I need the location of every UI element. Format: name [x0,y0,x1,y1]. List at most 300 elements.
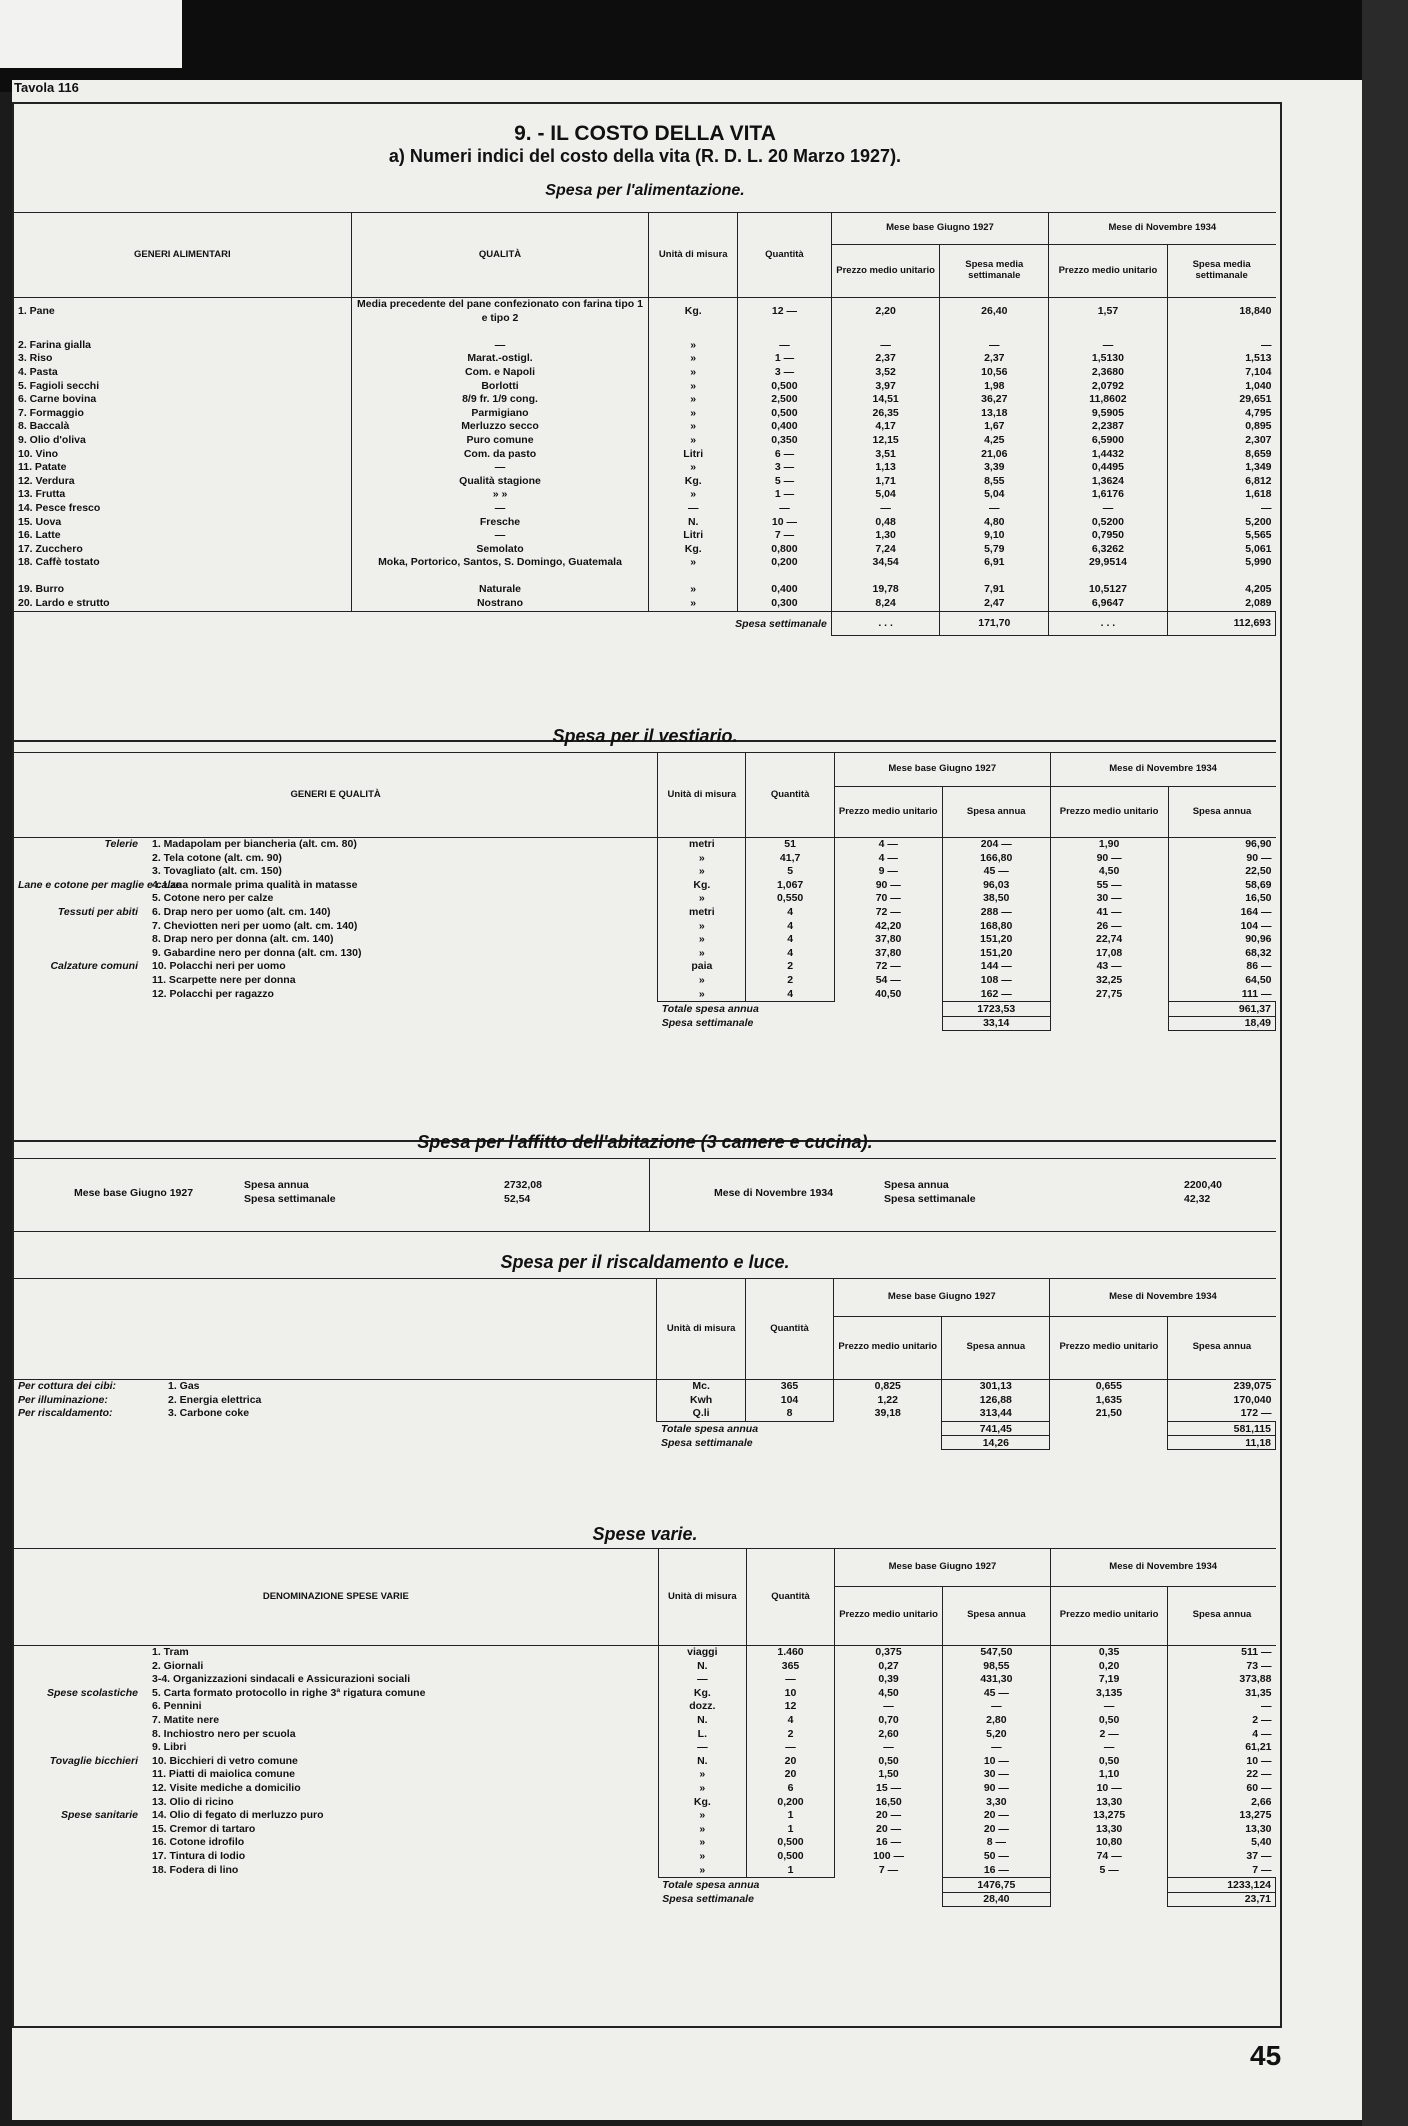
food-item-name: 15. Uova [18,515,62,528]
varie-item-price-nov: — [1050,1741,1168,1755]
heating-item-quantity: 365 [745,1380,833,1394]
top-dark-margin [0,0,1408,92]
food-item-name: 2. Farina gialla [18,338,91,351]
varie-item-price-nov: — [1050,1700,1168,1714]
food-item-quantity: 0,500 [738,380,832,394]
heating-row [14,1407,1276,1421]
food-item-quality: 8/9 fr. 1/9 cong. [351,393,649,407]
varie-item-cell [14,1728,658,1742]
clothing-item-spend-base: 162 — [942,988,1050,1002]
clothing-item-name: 12. Polacchi per ragazzo [152,987,274,1000]
food-item-spend-nov: 8,659 [1167,448,1275,462]
varie-row [14,1823,1276,1837]
varie-item-name: 13. Olio di ricino [152,1795,234,1808]
varie-item-price-base: 1,50 [835,1768,943,1782]
food-item-quantity: 1 — [738,352,832,366]
food-item-quantity: 12 — [738,298,832,326]
food-item-quantity: 0,200 [738,556,832,570]
col-quantita: Quantità [746,753,834,838]
clothing-table [14,752,1276,1031]
varie-group-label: Tovaglie bicchieri [49,1754,138,1767]
food-item-name: 7. Formaggio [18,406,84,419]
food-row [14,502,1276,516]
food-item-quantity: 6 — [738,448,832,462]
food-item-quantity: 3 — [738,366,832,380]
food-item-quality [351,325,649,339]
food-row [14,475,1276,489]
varie-item-price-nov: 13,275 [1050,1809,1168,1823]
varie-item-name: 16. Cotone idrofilo [152,1836,245,1849]
varie-item-cell [14,1796,658,1810]
food-row [14,380,1276,394]
varie-row [14,1728,1276,1742]
varie-item-cell [14,1768,658,1782]
varie-item-price-base: 0,27 [835,1660,943,1674]
section-food-title: Spesa per l'alimentazione. [545,182,745,199]
varie-item-price-nov: 0,50 [1050,1755,1168,1769]
clothing-item-spend-nov: 58,69 [1168,879,1275,893]
clothing-row [14,892,1276,906]
clothing-item-spend-base: 288 — [942,906,1050,920]
varie-item-price-base: — [835,1700,943,1714]
varie-item-name: 18. Fodera di lino [152,1863,239,1876]
heating-total-annua-2: 581,115 [1168,1421,1276,1436]
food-item-price-nov: 1,4432 [1049,448,1168,462]
food-item-quantity: 0,350 [738,434,832,448]
food-row [14,366,1276,380]
clothing-group-label: Lane e cotone per maglie e calze [18,878,182,891]
food-item-price-nov: 6,5900 [1049,434,1168,448]
clothing-item-cell [14,865,658,879]
clothing-item-unit: » [658,988,746,1002]
varie-item-quantity: 4 [746,1714,834,1728]
food-total-s1: 171,70 [940,611,1049,636]
clothing-item-spend-base: 204 — [942,838,1050,852]
clothing-item-quantity: 1,067 [746,879,834,893]
varie-item-unit: — [658,1673,746,1687]
heating-item-cell [14,1394,657,1408]
clothing-item-name: 1. Madapolam per biancheria (alt. cm. 80) [152,838,357,850]
varie-item-name: 12. Visite mediche a domicilio [152,1781,301,1794]
heating-item-quantity: 104 [745,1394,833,1408]
food-item-quality: Fresche [351,516,649,530]
food-item-price-base: 14,51 [831,393,940,407]
clothing-item-spend-base: 38,50 [942,892,1050,906]
food-item-unit [649,570,738,584]
top-left-paper-corner [0,0,182,68]
food-item-unit: » [649,488,738,502]
varie-item-name: 6. Pennini [152,1700,202,1713]
heating-item-unit: Kwh [657,1394,745,1408]
varie-item-quantity: 0,500 [746,1836,834,1850]
varie-item-price-base: 15 — [835,1782,943,1796]
varie-item-price-base: 100 — [835,1850,943,1864]
varie-item-quantity: 6 [746,1782,834,1796]
clothing-row [14,865,1276,879]
col-prezzo-nov: Prezzo medio unitario [1050,787,1168,838]
document-subtitle: a) Numeri indici del costo della vita (R. D. L. 20 Marzo 1927). [388,146,902,166]
food-item-quantity [738,325,832,339]
clothing-item-spend-base: 144 — [942,960,1050,974]
col-spesa-nov: Spesa annua [1168,1316,1276,1379]
food-item-spend-base: 26,40 [940,298,1049,326]
varie-item-quantity: — [746,1741,834,1755]
clothing-item-cell [14,974,658,988]
clothing-item-cell [14,920,658,934]
varie-item-unit: N. [658,1714,746,1728]
food-item-spend-base: 3,39 [940,461,1049,475]
clothing-item-price-nov: 90 — [1050,852,1168,866]
food-item-spend-nov: 18,840 [1167,298,1275,326]
clothing-item-spend-nov: 104 — [1168,920,1275,934]
clothing-row [14,960,1276,974]
col-base: Mese base Giugno 1927 [835,1549,1051,1587]
clothing-item-cell [14,852,658,866]
food-item-spend-base: 2,37 [940,352,1049,366]
varie-row [14,1673,1276,1687]
food-item-price-base: — [831,502,940,516]
food-item-price-base: 3,52 [831,366,940,380]
varie-item-cell [14,1673,658,1687]
clothing-group-label: Tessuti per abiti [57,905,138,918]
varie-item-cell [14,1823,658,1837]
heating-item-price-base: 0,825 [834,1380,942,1394]
clothing-row [14,879,1276,893]
varie-row [14,1796,1276,1810]
varie-item-spend-nov: 511 — [1168,1646,1276,1660]
food-item-price-base: 34,54 [831,556,940,570]
document-title: 9. - IL COSTO DELLA VITA [514,122,776,145]
food-item-spend-base: 4,25 [940,434,1049,448]
varie-item-spend-base: 3,30 [942,1796,1050,1810]
col-spesa-nov: Spesa annua [1168,787,1275,838]
varie-item-name: 15. Cremor di tartaro [152,1822,256,1835]
food-item-price-base [831,325,940,339]
table-number: Tavola 116 [14,80,79,95]
food-item-quality: Nostrano [351,597,649,611]
varie-item-cell [14,1687,658,1701]
food-item-unit: N. [649,516,738,530]
food-item-quality: Moka, Portorico, Santos, S. Domingo, Guatemala [351,556,649,570]
heating-item-name: 2. Energia elettrica [168,1393,262,1406]
varie-item-price-nov: 1,10 [1050,1768,1168,1782]
col-spesa-base: Spesa annua [942,1316,1050,1379]
food-item-name: 14. Pesce fresco [18,501,101,514]
heating-item-unit: Mc. [657,1380,745,1394]
col-quantita: Quantità [746,1549,834,1646]
food-item-price-base: 1,71 [831,475,940,489]
food-item-spend-base: 1,98 [940,380,1049,394]
clothing-item-name: 4. Lana normale prima qualità in matasse [152,878,358,891]
food-item-quantity: 7 — [738,529,832,543]
food-item-quantity: 5 — [738,475,832,489]
varie-item-price-base: 0,70 [835,1714,943,1728]
food-total-p1: . . . [831,611,940,636]
heating-item-spend-base: 126,88 [942,1394,1050,1408]
clothing-item-price-nov: 4,50 [1050,865,1168,879]
clothing-item-name: 6. Drap nero per uomo (alt. cm. 140) [152,905,331,918]
varie-total-annua-label: Totale spesa annua [658,1878,834,1893]
food-item-quality: Media precedente del pane confezionato con farina tipo 1 e tipo 2 [351,298,649,326]
food-item-name: 17. Zucchero [18,542,83,555]
food-row [14,393,1276,407]
varie-item-price-nov: 0,50 [1050,1714,1168,1728]
varie-row [14,1768,1276,1782]
varie-item-price-nov: 3,135 [1050,1687,1168,1701]
clothing-item-quantity: 4 [746,906,834,920]
varie-row [14,1687,1276,1701]
varie-item-spend-nov: 13,30 [1168,1823,1276,1837]
varie-item-unit: » [658,1768,746,1782]
food-item-name [14,570,351,584]
food-item-price-nov: 11,8602 [1049,393,1168,407]
col-prezzo-base: Prezzo medio unitario [834,787,942,838]
varie-item-name: 9. Libri [152,1741,187,1754]
food-item-name: 3. Riso [18,352,53,365]
varie-item-spend-nov: 37 — [1168,1850,1276,1864]
food-item-name: 9. Olio d'oliva [18,433,86,446]
clothing-item-cell [14,933,658,947]
section-clothing-title: Spesa per il vestiario. [552,726,738,746]
varie-item-name: 7. Matite nere [152,1713,220,1726]
varie-item-unit: » [658,1782,746,1796]
varie-item-quantity: 0,200 [746,1796,834,1810]
food-item-spend-base: 2,47 [940,597,1049,611]
varie-item-price-nov: 7,19 [1050,1673,1168,1687]
rent-block [14,1158,1276,1232]
varie-total-sett-label: Spesa settimanale [662,1893,754,1906]
varie-item-cell [14,1755,658,1769]
varie-item-spend-base: 98,55 [942,1660,1050,1674]
food-item-quality: Puro comune [351,434,649,448]
varie-total-sett-2: 23,71 [1168,1892,1276,1906]
food-item-price-nov: 6,9647 [1049,597,1168,611]
col-spesa-nov: Spesa media settimanale [1167,245,1275,298]
varie-item-cell [14,1782,658,1796]
rent-base-sett-label: Spesa settimanale [244,1193,336,1205]
food-item-spend-base [940,570,1049,584]
clothing-item-price-nov: 32,25 [1050,974,1168,988]
right-dark-margin [1362,0,1408,2126]
varie-item-unit: » [658,1836,746,1850]
clothing-item-quantity: 2 [746,974,834,988]
food-item-price-nov: 2,3680 [1049,366,1168,380]
food-item-name: 18. Caffè tostato [18,556,100,569]
col-unita: Unità di misura [657,1279,745,1380]
col-generi: GENERI ALIMENTARI [14,213,351,298]
food-row [14,556,1276,570]
clothing-item-price-nov: 1,90 [1050,838,1168,852]
clothing-item-price-nov: 41 — [1050,906,1168,920]
clothing-item-name: 9. Gabardine nero per donna (alt. cm. 130) [152,946,362,959]
clothing-item-unit: Kg. [658,879,746,893]
varie-item-price-base: 0,50 [835,1755,943,1769]
food-item-unit: Kg. [649,475,738,489]
food-item-spend-base: 6,91 [940,556,1049,570]
clothing-item-cell [14,879,658,893]
food-item-unit: » [649,352,738,366]
varie-item-name: 11. Piatti di maiolica comune [152,1768,295,1781]
varie-item-price-base: 0,375 [835,1646,943,1660]
heating-item-price-base: 1,22 [834,1394,942,1408]
clothing-item-quantity: 51 [746,838,834,852]
food-item-spend-nov: 1,349 [1167,461,1275,475]
food-item-price-base: 5,04 [831,488,940,502]
food-row [14,516,1276,530]
food-item-name: 16. Latte [18,529,61,542]
varie-item-spend-base: 30 — [942,1768,1050,1782]
food-item-spend-nov: 4,205 [1167,583,1275,597]
clothing-item-quantity: 4 [746,988,834,1002]
varie-item-unit: — [658,1741,746,1755]
food-item-price-base: 8,24 [831,597,940,611]
food-item-price-base: 3,51 [831,448,940,462]
rent-nov-label: Mese di Novembre 1934 [714,1187,834,1199]
food-item-spend-nov [1167,325,1275,339]
clothing-group-label: Telerie [104,838,138,850]
varie-item-price-base: 7 — [835,1864,943,1878]
clothing-item-quantity: 4 [746,933,834,947]
clothing-item-cell [14,988,658,1002]
food-item-spend-base: 21,06 [940,448,1049,462]
food-item-spend-nov: — [1167,502,1275,516]
clothing-item-price-nov: 43 — [1050,960,1168,974]
food-item-quantity: 10 — [738,516,832,530]
food-item-name: 6. Carne bovina [18,393,97,406]
clothing-item-name: 10. Polacchi neri per uomo [152,960,286,973]
varie-item-quantity: 20 [746,1768,834,1782]
clothing-item-spend-base: 108 — [942,974,1050,988]
food-item-price-base: 2,37 [831,352,940,366]
clothing-item-unit: » [658,947,746,961]
varie-item-name: 14. Olio di fegato di merluzzo puro [152,1809,324,1822]
varie-row [14,1850,1276,1864]
varie-item-spend-base: 8 — [942,1836,1050,1850]
heating-item-unit: Q.li [657,1407,745,1421]
page-number: 45 [1250,2040,1282,2071]
clothing-item-price-nov: 17,08 [1050,947,1168,961]
varie-item-name: 10. Bicchieri di vetro comune [152,1754,298,1767]
clothing-item-quantity: 4 [746,920,834,934]
varie-item-spend-nov: 60 — [1168,1782,1276,1796]
varie-row [14,1836,1276,1850]
col-quantita: Quantità [745,1279,833,1380]
food-item-spend-nov: 4,795 [1167,407,1275,421]
varie-item-unit: » [658,1850,746,1864]
clothing-row [14,974,1276,988]
clothing-item-name: 11. Scarpette nere per donna [152,973,296,986]
rent-base-sett: 52,54 [504,1193,531,1205]
heating-total-sett-1: 14,26 [942,1436,1050,1450]
varie-item-price-nov: 74 — [1050,1850,1168,1864]
food-item-name: 4. Pasta [18,365,58,378]
varie-item-spend-base: 50 — [942,1850,1050,1864]
food-item-spend-base: 4,80 [940,516,1049,530]
varie-row [14,1714,1276,1728]
heating-item-price-nov: 21,50 [1050,1407,1168,1421]
clothing-item-price-base: 54 — [834,974,942,988]
food-item-quantity: 0,400 [738,583,832,597]
clothing-item-unit: » [658,865,746,879]
food-row [14,570,1276,584]
clothing-item-spend-nov: 90 — [1168,852,1275,866]
varie-item-spend-base: 5,20 [942,1728,1050,1742]
heating-item-price-nov: 0,655 [1050,1380,1168,1394]
food-item-price-base: 4,17 [831,420,940,434]
food-item-quality: » » [351,488,649,502]
food-item-spend-nov: 5,061 [1167,543,1275,557]
varie-total-annua-2: 1233,124 [1168,1878,1276,1893]
food-item-name: 5. Fagioli secchi [18,379,100,392]
clothing-item-cell [14,960,658,974]
clothing-item-spend-base: 168,80 [942,920,1050,934]
food-item-spend-nov: — [1167,339,1275,353]
food-item-quality: — [351,461,649,475]
varie-item-price-nov: 10 — [1050,1782,1168,1796]
food-item-quality: Qualità stagione [351,475,649,489]
heating-item-spend-base: 301,13 [942,1380,1050,1394]
food-item-spend-base: 5,04 [940,488,1049,502]
varie-item-spend-nov: 2 — [1168,1714,1276,1728]
food-item-spend-nov: 5,990 [1167,556,1275,570]
heating-category: Per cottura dei cibi: [18,1380,117,1392]
food-item-price-nov [1049,570,1168,584]
col-prezzo-base: Prezzo medio unitario [834,1316,942,1379]
col-denom: DENOMINAZIONE SPESE VARIE [14,1549,658,1646]
varie-item-price-base: 20 — [835,1823,943,1837]
food-item-quantity: — [738,339,832,353]
section-rent-title: Spesa per l'affitto dell'abitazione (3 camere e cucina). [417,1132,873,1152]
food-item-price-nov: 0,4495 [1049,461,1168,475]
food-item-unit: Litri [649,448,738,462]
food-item-name: 13. Frutta [18,488,66,501]
varie-item-quantity: 20 [746,1755,834,1769]
food-item-unit: Litri [649,529,738,543]
varie-row [14,1782,1276,1796]
food-item-spend-base: 36,27 [940,393,1049,407]
clothing-item-price-base: 42,20 [834,920,942,934]
clothing-total-sett-1: 33,14 [942,1016,1050,1030]
clothing-row [14,852,1276,866]
food-item-name: 8. Baccalà [18,420,70,433]
food-item-quantity: 1 — [738,488,832,502]
varie-item-price-base: — [835,1741,943,1755]
clothing-item-spend-nov: 90,96 [1168,933,1275,947]
food-row [14,420,1276,434]
food-item-quantity: — [738,502,832,516]
food-item-price-nov: 1,57 [1049,298,1168,326]
varie-item-unit: viaggi [658,1646,746,1660]
varie-item-cell [14,1660,658,1674]
clothing-item-unit: » [658,974,746,988]
clothing-item-price-base: 4 — [834,838,942,852]
food-item-price-nov: 2,0792 [1049,380,1168,394]
clothing-item-quantity: 5 [746,865,834,879]
varie-item-cell [14,1836,658,1850]
food-item-name: 11. Patate [18,461,67,474]
varie-item-quantity: 1 [746,1823,834,1837]
clothing-item-cell [14,892,658,906]
heating-total-sett-2: 11,18 [1168,1436,1276,1450]
varie-item-unit: » [658,1864,746,1878]
food-row [14,461,1276,475]
clothing-item-spend-nov: 96,90 [1168,838,1275,852]
clothing-item-name: 8. Drap nero per donna (alt. cm. 140) [152,933,334,946]
clothing-total-sett-2: 18,49 [1168,1016,1275,1030]
food-item-spend-base: 8,55 [940,475,1049,489]
clothing-item-unit: metri [658,838,746,852]
varie-item-cell [14,1646,658,1660]
